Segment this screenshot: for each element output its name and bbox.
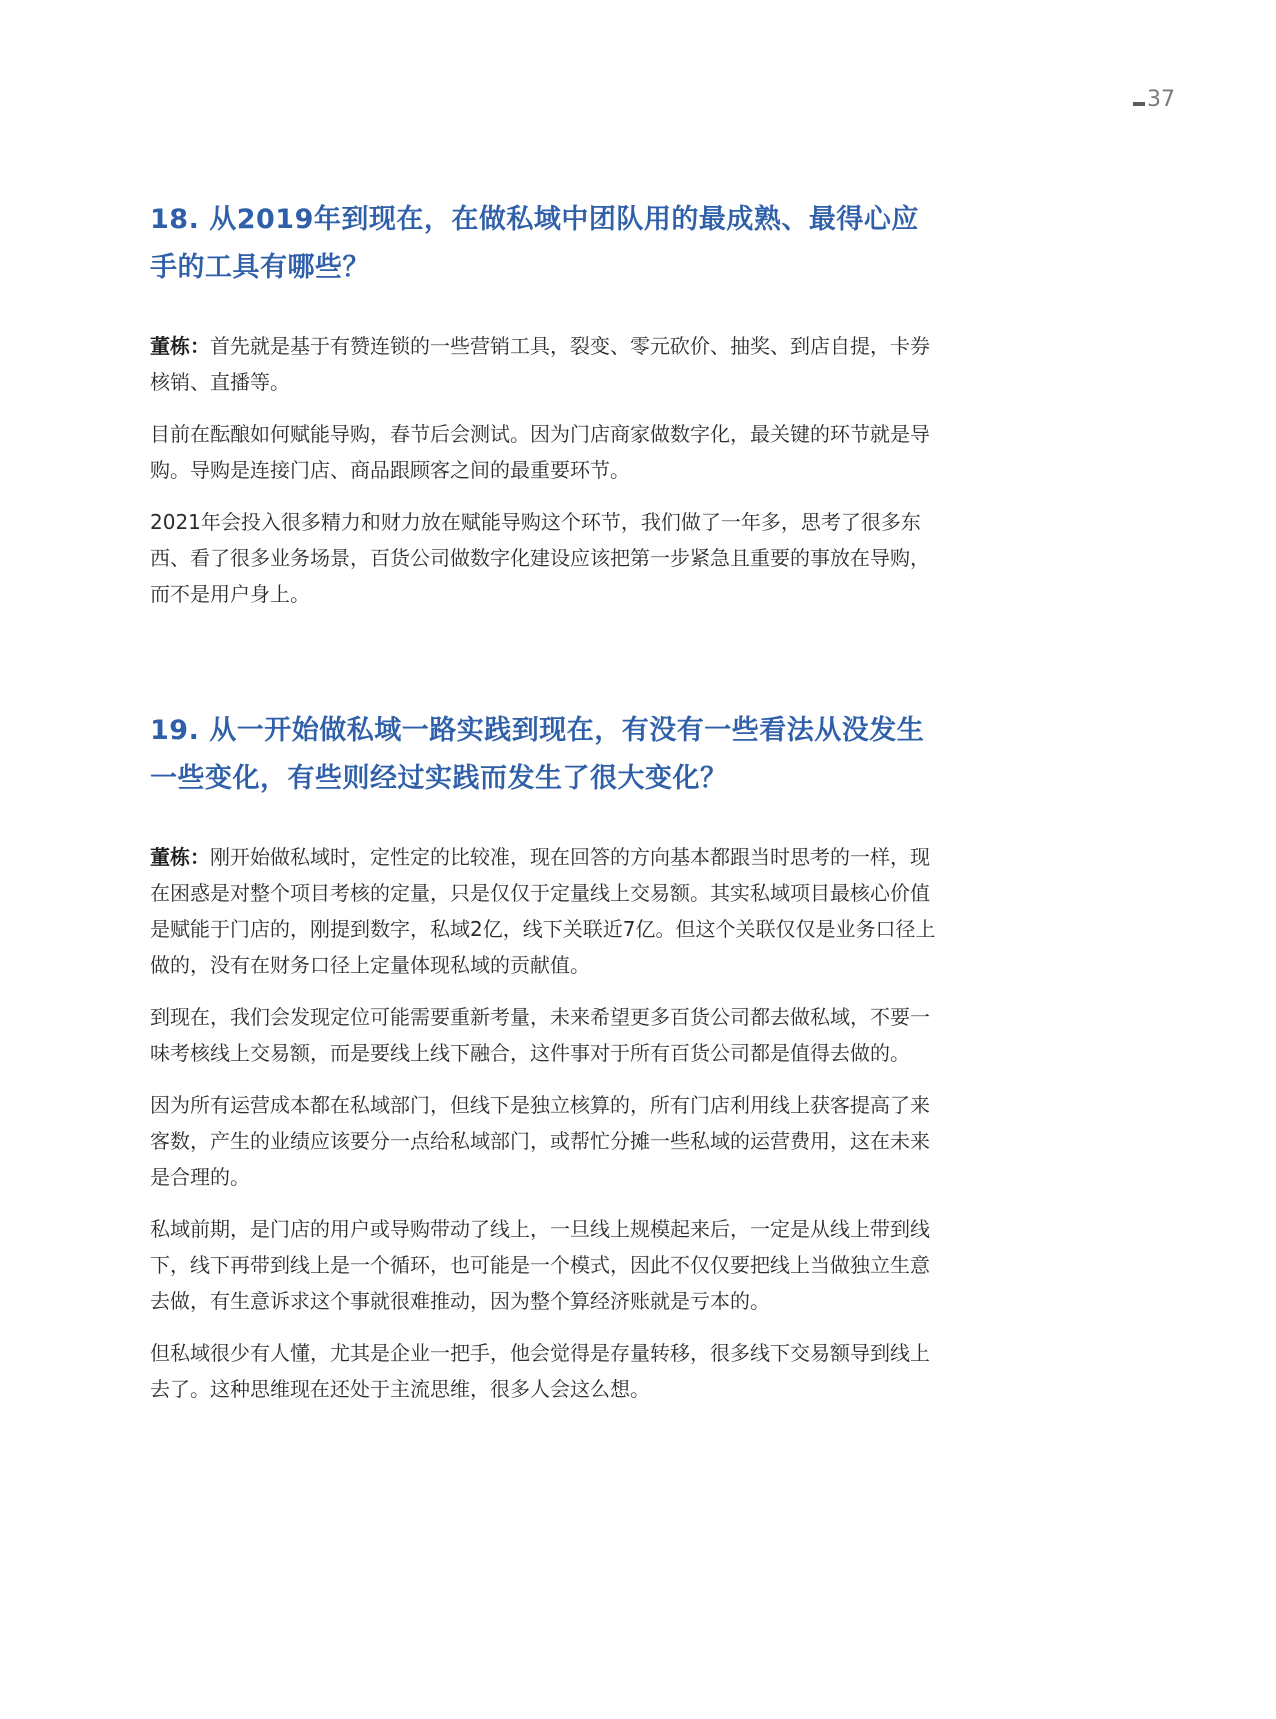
question-19-heading: 19. 从一开始做私域一路实践到现在，有没有一些看法从没发生一些变化，有些则经过实践而发生了很大变化？ <box>150 715 925 794</box>
answer-paragraph: 但私域很少有人懂，尤其是企业一把手，他会觉得是存量转移，很多线下交易额导到线上去了。这种思维现在还处于主流思维，很多人会这么想。 <box>150 1341 930 1401</box>
answer-paragraph <box>150 839 940 983</box>
answer-paragraph: 私域前期，是门店的用户或导购带动了线上，一旦线上规模起来后，一定是从线上带到线下，线下再带到线上是一个循环，也可能是一个模式，因此不仅仅要把线上当做独立生意去做，有生意诉求这个事就很难推动，因为整个算经济账就是亏本的。 <box>150 1217 930 1313</box>
speaker-label: 董栋： <box>150 845 210 869</box>
answer-paragraph: 到现在，我们会发现定位可能需要重新考量，未来希望更多百货公司都去做私域，不要一味考核线上交易额，而是要线上线下融合，这件事对于所有百货公司都是值得去做的。 <box>150 1005 930 1065</box>
page-number-text: 37 <box>1147 87 1175 112</box>
answer-paragraph <box>150 328 940 400</box>
qa-section-19 <box>150 707 940 1407</box>
question-18-heading: 18. 从2019年到现在，在做私域中团队用的最成熟、最得心应手的工具有哪些？ <box>150 204 919 283</box>
page-number <box>1133 89 1175 111</box>
qa-section-18 <box>150 196 940 612</box>
paragraph-text: 刚开始做私域时，定性定的比较准，现在回答的方向基本都跟当时思考的一样，现在困惑是对整个项目考核的定量，只是仅仅于定量线上交易额。其实私域项目最核心价值是赋能于门店的，刚提到数字，私域2亿，线下关联近7亿。但这个关联仅仅是业务口径上做的，没有在财务口径上定量体现私域的贡献值。 <box>150 845 936 977</box>
page-content <box>150 196 940 1407</box>
answer-18 <box>150 328 940 612</box>
answer-19 <box>150 839 940 1407</box>
paragraph-text: 首先就是基于有赞连锁的一些营销工具，裂变、零元砍价、抽奖、到店自提，卡券核销、直播等。 <box>150 334 930 394</box>
speaker-label: 董栋： <box>150 334 210 358</box>
answer-paragraph: 目前在酝酿如何赋能导购，春节后会测试。因为门店商家做数字化，最关键的环节就是导购。导购是连接门店、商品跟顾客之间的最重要环节。 <box>150 422 930 482</box>
answer-paragraph: 2021年会投入很多精力和财力放在赋能导购这个环节，我们做了一年多，思考了很多东西、看了很多业务场景，百货公司做数字化建设应该把第一步紧急且重要的事放在导购，而不是用户身上。 <box>150 510 930 606</box>
page-number-bar <box>1133 102 1145 106</box>
answer-paragraph: 因为所有运营成本都在私域部门，但线下是独立核算的，所有门店利用线上获客提高了来客数，产生的业绩应该要分一点给私域部门，或帮忙分摊一些私域的运营费用，这在未来是合理的。 <box>150 1093 930 1189</box>
